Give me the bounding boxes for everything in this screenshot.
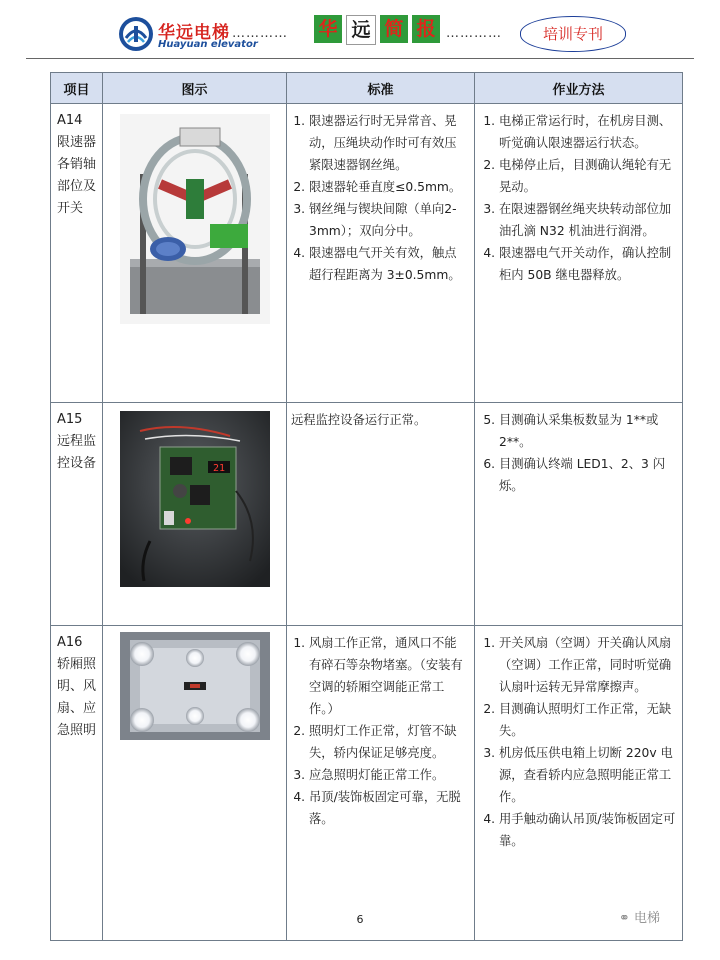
figure-cell (103, 104, 287, 403)
method-item: 2. 电梯停止后，目测确认绳轮有无晃动。 (499, 154, 676, 198)
newsletter-title (314, 15, 444, 45)
standard-item: 4. 吊顶/装饰板固定可靠，无脱落。 (309, 786, 468, 830)
header-dots-left: ………… (232, 26, 288, 41)
car-ceiling-image (120, 632, 270, 740)
method-list (481, 632, 676, 852)
item-code: A14 (57, 113, 83, 128)
method-item: 5. 目测确认采集板数显为 1**或 2**。 (499, 409, 676, 453)
header-figure: 图示 (103, 73, 287, 104)
standard-item: 2. 限速器轮垂直度≤0.5mm。 (309, 176, 468, 198)
standard-item: 1. 限速器运行时无异常音、晃动，压绳块动作时可有效压紧限速器钢丝绳。 (309, 110, 468, 176)
monitoring-board-image (120, 411, 270, 587)
standard-item: 3. 应急照明灯能正常工作。 (309, 764, 468, 786)
table-row (51, 626, 683, 941)
standard-cell (287, 403, 475, 626)
standard-text: 远程监控设备运行正常。 (291, 413, 427, 427)
method-wrapper (481, 632, 676, 940)
huayuan-logo-icon (118, 16, 154, 52)
newsletter-char-1: 华 (314, 15, 342, 43)
method-cell (475, 104, 683, 403)
item-code: A15 (57, 412, 83, 427)
table-header-row (51, 73, 683, 104)
header-divider (26, 58, 694, 59)
newsletter-char-3: 简 (380, 15, 408, 43)
chat-bubble-icon: ⚭ (618, 911, 630, 926)
method-item: 4. 限速器电气开关动作，确认控制柜内 50B 继电器释放。 (499, 242, 676, 286)
item-name: 远程监控设备 (57, 434, 97, 471)
table-row (51, 403, 683, 626)
header-dots-right: ………… (446, 26, 502, 41)
header-item: 项目 (51, 73, 103, 104)
item-cell (51, 104, 103, 403)
item-cell (51, 403, 103, 626)
method-item: 6. 目测确认终端 LED1、2、3 闪烁。 (499, 453, 676, 497)
method-item: 3. 机房低压供电箱上切断 220v 电源，查看轿内应急照明能正常工作。 (499, 742, 676, 808)
figure-cell (103, 403, 287, 626)
header-method: 作业方法 (475, 73, 683, 104)
newsletter-char-2: 远 (346, 15, 376, 45)
method-item: 4. 用手触动确认吊顶/装饰板固定可靠。 (499, 808, 676, 852)
standard-list (291, 632, 468, 830)
method-cell (475, 403, 683, 626)
standard-list (291, 110, 468, 286)
standard-cell (287, 104, 475, 403)
board-display-digits: 21 (212, 463, 225, 474)
standard-item: 1. 风扇工作正常，通风口不能有碎石等杂物堵塞。（安装有空调的轿厢空调能正常工作。） (309, 632, 468, 720)
table-row (51, 104, 683, 403)
item-code: A16 (57, 635, 83, 650)
brand-name-cn: 华远电梯 (158, 23, 230, 43)
method-item: 1. 开关风扇（空调）开关确认风扇（空调）工作正常，同时听觉确认扇叶运转无异常摩擦声。 (499, 632, 676, 698)
speed-governor-image (120, 114, 270, 324)
inspection-table (50, 72, 683, 941)
standard-item: 3. 钢丝绳与锲块间隙（单向2-3mm）；双向分中。 (309, 198, 468, 242)
standard-cell (287, 626, 475, 941)
method-item: 2. 目测确认照明灯工作正常，无缺失。 (499, 698, 676, 742)
item-name: 限速器各销轴部位及开关 (57, 135, 97, 216)
method-list (481, 110, 676, 286)
newsletter-char-4: 报 (412, 15, 440, 43)
item-name: 轿厢照明、风扇、应急照明 (57, 657, 97, 738)
page-number: 6 (356, 913, 364, 926)
page-header (0, 0, 720, 60)
header-standard: 标准 (287, 73, 475, 104)
item-cell (51, 626, 103, 941)
figure-cell (103, 626, 287, 941)
method-cell (475, 626, 683, 941)
standard-item: 2. 照明灯工作正常，灯管不缺失，轿内保证足够亮度。 (309, 720, 468, 764)
method-list (481, 409, 676, 497)
method-item: 1. 电梯正常运行时，在机房目测、听觉确认限速器运行状态。 (499, 110, 676, 154)
brand-name-en: Huayuan elevator (158, 39, 258, 50)
watermark-text: 电梯 (633, 911, 660, 926)
method-item: 3. 在限速器钢丝绳夹块转动部位加油孔滴 N32 机油进行润滑。 (499, 198, 676, 242)
standard-item: 4. 限速器电气开关有效，触点超行程距离为 3±0.5mm。 (309, 242, 468, 286)
special-issue-badge: 培训专刊 (520, 16, 626, 52)
